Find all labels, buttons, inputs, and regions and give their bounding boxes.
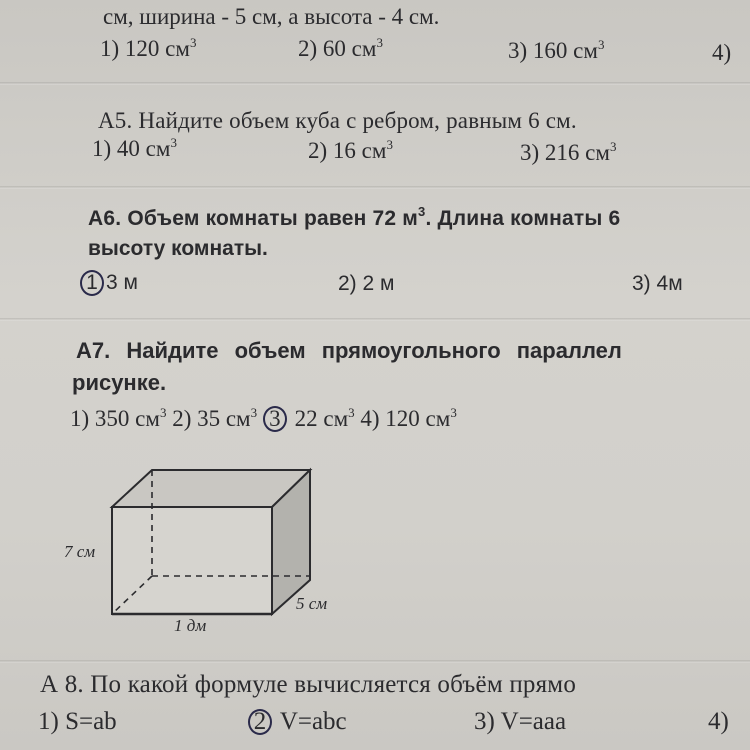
paper-fold xyxy=(0,660,750,663)
box-front-face xyxy=(112,507,272,614)
a8-option-4: 4) xyxy=(708,708,729,735)
paper-fold xyxy=(0,186,750,189)
height-label: 7 см xyxy=(64,542,96,561)
a4-option-3: 3) 160 $см^3$ xyxy=(508,37,605,63)
a8-option-1: 1) S=ab xyxy=(38,708,117,735)
a7-option-4: 4) 120 см xyxy=(354,406,451,431)
a4-question-line: см, ширина - 5 см, а высота - 4 см. xyxy=(103,4,440,29)
a4-option-2: 2) 60 $см^3$ xyxy=(298,35,383,61)
a6-option-3: 3) 4м xyxy=(632,272,683,295)
circled-answer-mark: 3 xyxy=(263,406,287,432)
a7-question: А7. Найдите объем прямоугольного параллел xyxy=(76,338,622,363)
a4-option-1: 1) 120 $см^3$ xyxy=(100,35,197,61)
paper-fold xyxy=(0,318,750,321)
parallelepiped-drawing xyxy=(60,462,360,642)
a4-option-4: 4) xyxy=(712,40,732,65)
a6-question-line2: высоту комнаты. xyxy=(88,237,268,260)
a5-option-2: 2) 16 $см^3$ xyxy=(308,137,393,163)
depth-label: 5 см xyxy=(296,594,328,613)
a5-option-1: 1) 40 $см^3$ xyxy=(92,135,177,161)
a6-option-1: 1 3 м xyxy=(80,270,138,296)
a8-option-3: 3) V=aaa xyxy=(474,708,567,735)
a7-options: 1) 350 $см^3$ 2) 35 $см^3$ 3 22 $см^3$ 4) 120 $см^3$ xyxy=(70,405,457,431)
a5-question: А5. Найдите объем куба с ребром, равным 6 см. xyxy=(98,108,577,133)
a5-option-3: 3) 216 $см^3$ xyxy=(520,139,617,165)
a6-option-2: 2) 2 м xyxy=(338,272,395,295)
parallelepiped-figure xyxy=(60,462,360,642)
paper-fold xyxy=(0,82,750,85)
a8-option-2: 2 V=abc xyxy=(248,708,347,736)
circled-answer-mark: 2 xyxy=(248,709,272,735)
a7-option-3: 22 см xyxy=(288,406,349,431)
length-label: 1 дм xyxy=(174,616,207,635)
a7-option-2: 2) 35 см xyxy=(166,406,251,431)
a7-question-line2: рисунке. xyxy=(72,370,167,395)
circled-answer-mark: 1 xyxy=(80,270,104,296)
a6-question: А6. Объем комнаты равен 72 $м^3$. Длина комнаты 6 xyxy=(88,204,621,230)
a7-option-1: 1) 350 см xyxy=(70,406,160,431)
a8-question: А 8. По какой формуле вычисляется объём прямо xyxy=(40,671,577,698)
